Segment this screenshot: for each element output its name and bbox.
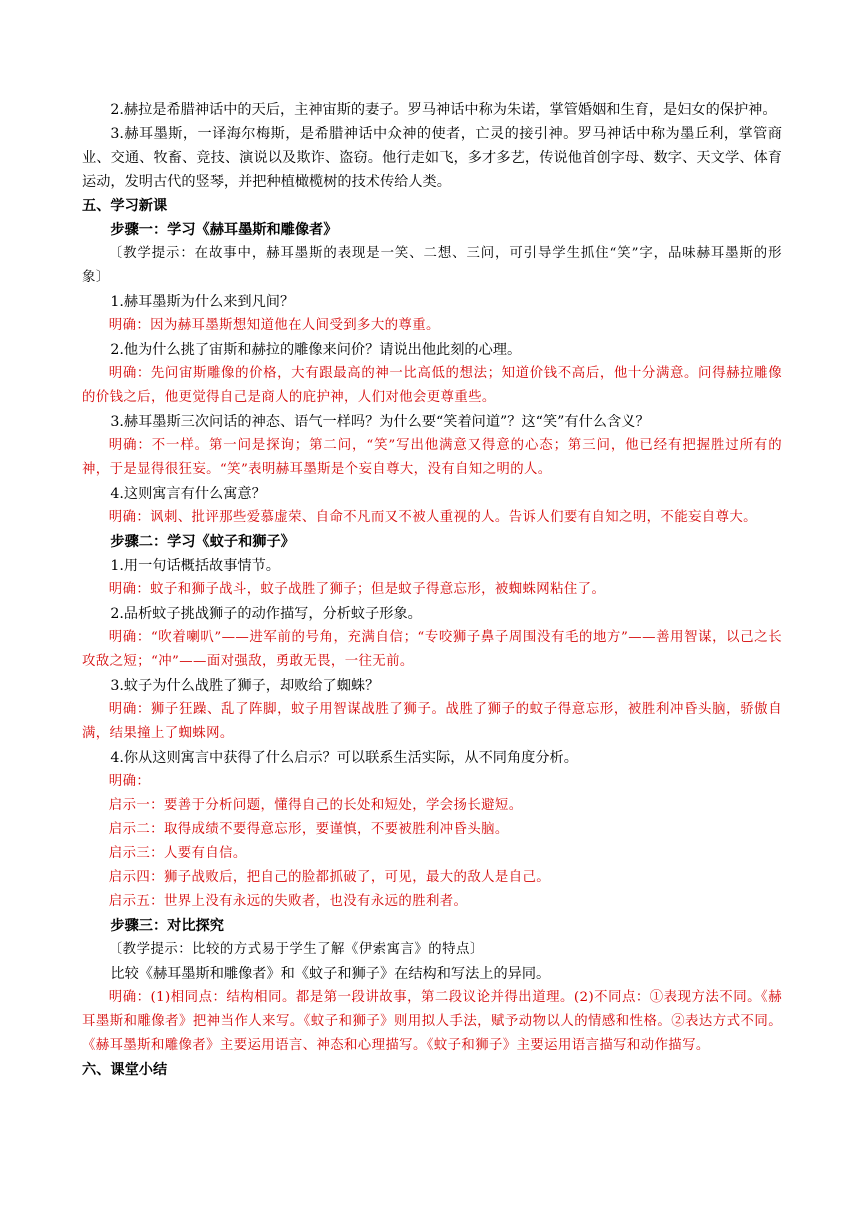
question: 1.用一句话概括故事情节。 (110, 558, 280, 574)
step-heading: 步骤二：学习《蚊子和狮子》 (110, 534, 295, 550)
question: 2.他为什么挑了宙斯和赫拉的雕像来问价？请说出他此刻的心理。 (110, 342, 522, 358)
insight-item: 启示五：世界上没有永远的失败者，也没有永远的胜利者。 (108, 894, 468, 909)
answer: 明确： (108, 774, 151, 789)
answer: 明确：“吹着喇叭”——进军前的号角，充满自信；“专咬狮子鼻子周围没有毛的地方”——善用智谋，以己之长攻敌之短；“冲”——面对强敌，勇敢无畏，一往无前。 (82, 630, 782, 669)
section-heading: 六、课堂小结 (82, 1062, 168, 1078)
insight-item: 启示二：取得成绩不要得意忘形，要谨慎，不要被胜利冲昏头脑。 (108, 822, 509, 837)
question: 3.赫耳墨斯三次问话的神态、语气一样吗？为什么要“笑着问道”？这“笑”有什么含义？ (110, 414, 650, 430)
step-heading: 步骤一：学习《赫耳墨斯和雕像者》 (110, 222, 338, 238)
answer: 明确：讽刺、批评那些爱慕虚荣、自命不凡而又不被人重视的人。告诉人们要有自知之明，不能妄自尊大。 (108, 510, 757, 525)
insight-item: 启示一：要善于分析问题，懂得自己的长处和短处，学会扬长避短。 (108, 798, 523, 813)
question: 4.这则寓言有什么寓意？ (110, 486, 266, 502)
answer: 明确：蚊子和狮子战斗，蚊子战胜了狮子；但是蚊子得意忘形，被蜘蛛网粘住了。 (108, 582, 606, 597)
body-paragraph: 2.赫拉是希腊神话中的天后，主神宙斯的妻子。罗马神话中称为朱诺，掌管婚姻和生育，是妇女的保护神。 (110, 102, 777, 118)
step-heading: 步骤三：对比探究 (110, 918, 224, 934)
question: 1.赫耳墨斯为什么来到凡间？ (110, 294, 295, 310)
answer: 明确：狮子狂躁、乱了阵脚，蚊子用智谋战胜了狮子。战胜了狮子的蚊子得意忘形，被胜利冲昏头脑，骄傲自满，结果撞上了蜘蛛网。 (82, 702, 782, 741)
insight-item: 启示三：人要有自信。 (108, 846, 247, 861)
insight-item: 启示四：狮子战败后，把自己的脸都抓破了，可见，最大的敌人是自己。 (108, 870, 551, 885)
answer: 明确：因为赫耳墨斯想知道他在人间受到多大的尊重。 (108, 318, 440, 333)
answer: 明确：先问宙斯雕像的价格，大有跟最高的神一比高低的想法；知道价钱不高后，他十分满意。问得赫拉雕像的价钱之后，他更觉得自己是商人的庇护神，人们对他会更尊重些。 (82, 366, 782, 405)
question: 3.蚊子为什么战胜了狮子，却败给了蜘蛛？ (110, 678, 380, 694)
body-paragraph: 3.赫耳墨斯，一译海尔梅斯，是希腊神话中众神的使者，亡灵的接引神。罗马神话中称为墨丘利，掌管商业、交通、牧畜、竞技、演说以及欺诈、盗窃。他行走如飞，多才多艺，传说他首创字母、数字、天文学、体育运动，发明古代的竖琴，并把种植橄榄树的技术传给人类。 (82, 126, 782, 190)
document-page (82, 98, 782, 1082)
answer: 明确：(1)相同点：结构相同。都是第一段讲故事，第二段议论并得出道理。(2)不同点：①表现方法不同。《赫耳墨斯和雕像者》把神当作人来写。《蚊子和狮子》则用拟人手法，赋予动物以人的情感和性格。②表达方式不同。《赫耳墨斯和雕像者》主要运用语言、神态和心理描写。《蚊子和狮子》主要运用语言描写和动作描写。 (82, 990, 782, 1053)
question: 4.你从这则寓言中获得了什么启示？可以联系生活实际，从不同角度分析。 (110, 750, 578, 766)
section-heading: 五、学习新课 (82, 198, 168, 214)
answer: 明确：不一样。第一问是探询；第二问，“笑”写出他满意又得意的心态；第三问，他已经有把握胜过所有的神，于是显得很狂妄。“笑”表明赫耳墨斯是个妄自尊大，没有自知之明的人。 (82, 438, 782, 477)
teaching-tip: 〔教学提示：在故事中，赫耳墨斯的表现是一笑、二想、三问，可引导学生抓住“笑”字，品味赫耳墨斯的形象〕 (82, 246, 782, 285)
question: 2.品析蚊子挑战狮子的动作描写，分析蚊子形象。 (110, 606, 422, 622)
question: 比较《赫耳墨斯和雕像者》和《蚊子和狮子》在结构和写法上的异同。 (110, 966, 551, 982)
teaching-tip: 〔教学提示：比较的方式易于学生了解《伊索寓言》的特点〕 (108, 942, 484, 957)
